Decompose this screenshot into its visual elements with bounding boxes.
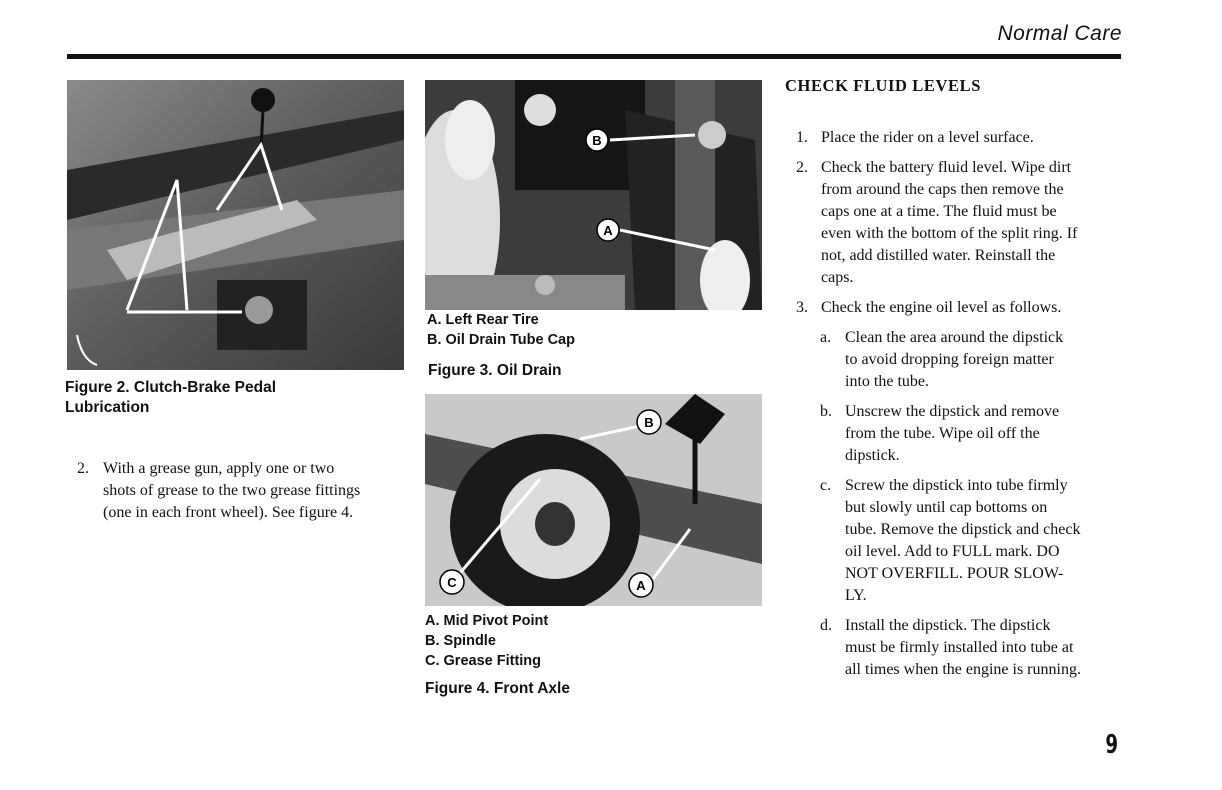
- figure-2-caption: [65, 378, 276, 418]
- figure-4-caption: Figure 4. Front Axle: [425, 680, 570, 697]
- step-line: Check the engine oil level as follows.: [821, 299, 1062, 316]
- figure-3-callout-a: A: [603, 223, 613, 238]
- substep-line: Unscrew the dipstick and remove: [845, 403, 1060, 420]
- substep-line: oil level. Add to FULL mark. DO: [845, 543, 1060, 560]
- substep-line: all times when the engine is running.: [845, 661, 1081, 678]
- step-line: Check the battery fluid level. Wipe dirt: [821, 159, 1072, 176]
- step-line: caps one at a time. The fluid must be: [821, 203, 1057, 220]
- step-line: not, add distilled water. Reinstall the: [821, 247, 1056, 264]
- left-step-line: With a grease gun, apply one or two: [103, 460, 335, 477]
- figure-4-legend-item: B. Spindle: [425, 633, 496, 649]
- substep-line: must be firmly installed into tube at: [845, 639, 1074, 656]
- substep-line: Screw the dipstick into tube firmly: [845, 477, 1068, 494]
- substep-line: LY.: [845, 587, 867, 604]
- substep-letter: b.: [820, 403, 832, 420]
- step-number: 1.: [796, 129, 808, 146]
- left-step-2: [77, 458, 407, 524]
- figure-4-legend: [425, 611, 548, 671]
- substep-b: [820, 401, 1121, 467]
- fluid-steps: [796, 127, 1121, 681]
- step-number: 2.: [796, 159, 808, 176]
- substep-line: NOT OVERFILL. POUR SLOW-: [845, 565, 1064, 582]
- substep-line: into the tube.: [845, 373, 929, 390]
- substep-line: Clean the area around the dipstick: [845, 329, 1064, 346]
- figure-3-callout-b: B: [592, 133, 602, 148]
- figure-3-photo: [425, 80, 762, 310]
- figure-3-caption: Figure 3. Oil Drain: [428, 362, 562, 379]
- substep-line: Install the dipstick. The dipstick: [845, 617, 1051, 634]
- fluid-step-2: [796, 157, 1121, 289]
- figure-2-caption-line-2: Lubrication: [65, 399, 150, 416]
- figure-4-callout-a: A: [636, 578, 646, 593]
- section-heading: CHECK FLUID LEVELS: [785, 76, 982, 95]
- figure-2-photo: [67, 80, 404, 370]
- figure-4-photo: [425, 394, 762, 606]
- step-line: from around the caps then remove the: [821, 181, 1064, 198]
- figure-2-caption-line-1: Figure 2. Clutch-Brake Pedal: [65, 379, 277, 396]
- substep-line: to avoid dropping foreign matter: [845, 351, 1054, 368]
- substep-line: tube. Remove the dipstick and check: [845, 521, 1081, 538]
- figure-3-legend-item: B. Oil Drain Tube Cap: [427, 332, 575, 348]
- substep-letter: d.: [820, 617, 832, 634]
- left-step-number: 2.: [77, 460, 89, 477]
- figure-3-legend: [427, 310, 575, 350]
- header-rule: [67, 54, 1121, 59]
- step-line: caps.: [821, 269, 854, 286]
- left-step-line: (one in each front wheel). See figure 4.: [103, 504, 354, 521]
- substep-letter: c.: [820, 477, 832, 494]
- step-line: Place the rider on a level surface.: [821, 129, 1034, 146]
- figure-4-callout-b: B: [644, 415, 654, 430]
- substep-d: [820, 615, 1121, 681]
- page-header-title: Normal Care: [997, 22, 1122, 45]
- fluid-step-1: [796, 127, 1121, 149]
- step-line: even with the bottom of the split ring. If: [821, 225, 1078, 242]
- figure-4-legend-item: C. Grease Fitting: [425, 653, 542, 669]
- figure-3-legend-item: A. Left Rear Tire: [427, 312, 539, 328]
- figure-4-callout-c: C: [447, 575, 457, 590]
- substep-line: dipstick.: [845, 447, 900, 464]
- page-number: 9: [1105, 730, 1118, 760]
- substep-letter: a.: [820, 329, 832, 346]
- substep-c: [820, 475, 1121, 607]
- substep-line: from the tube. Wipe oil off the: [845, 425, 1040, 442]
- left-step-line: shots of grease to the two grease fittings: [103, 482, 361, 499]
- step-number: 3.: [796, 299, 808, 316]
- fluid-step-3: [796, 297, 1121, 319]
- figure-4-legend-item: A. Mid Pivot Point: [425, 613, 549, 629]
- substep-a: [820, 327, 1121, 393]
- substep-line: but slowly until cap bottoms on: [845, 499, 1048, 516]
